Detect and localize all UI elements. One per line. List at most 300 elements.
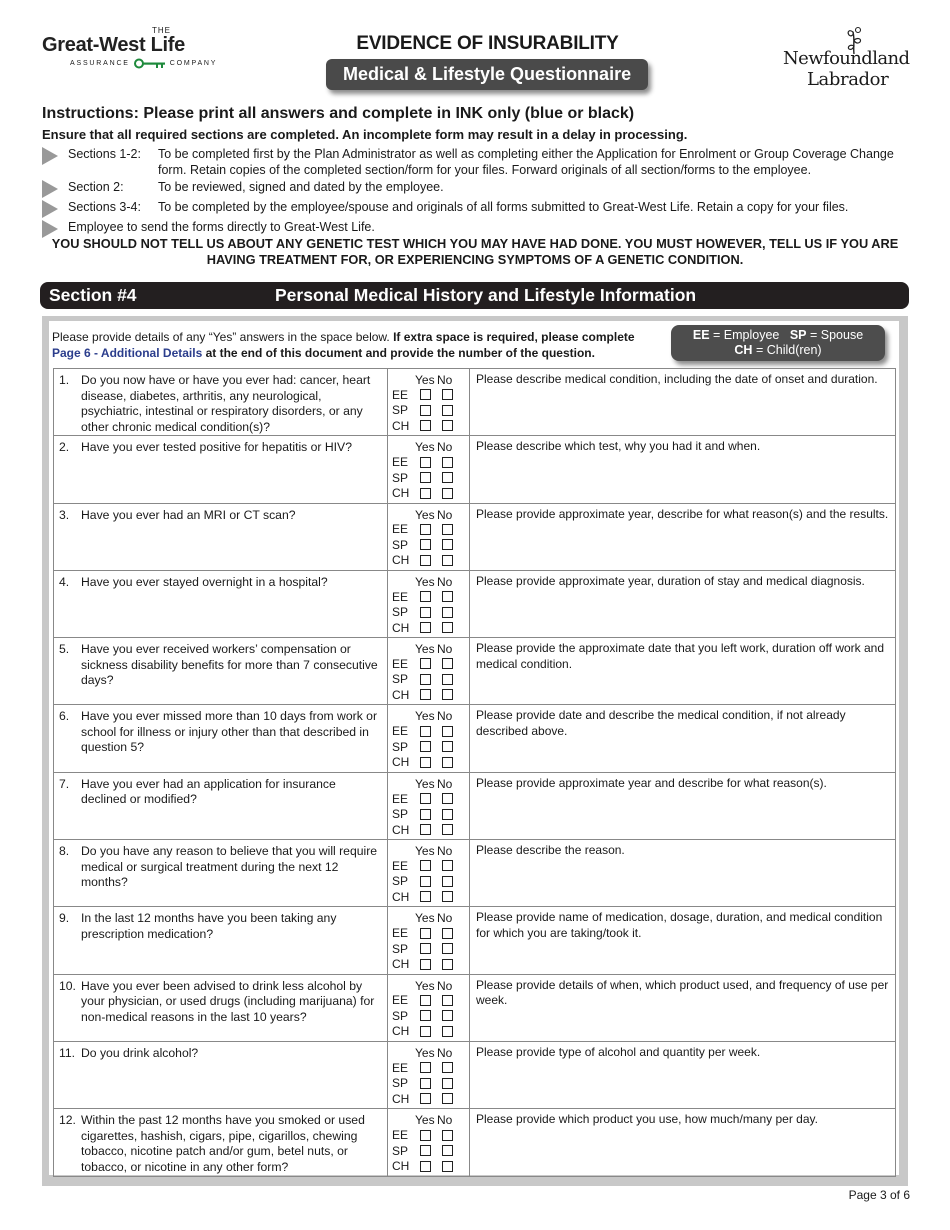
yes-checkbox[interactable] (420, 1093, 431, 1104)
respondent-code: EE (392, 724, 409, 739)
yes-no-cell (388, 705, 470, 772)
no-checkbox[interactable] (442, 1145, 453, 1156)
respondent-row (392, 993, 469, 1009)
respondent-code: SP (392, 605, 409, 620)
yes-checkbox[interactable] (420, 1145, 431, 1156)
no-label: No (437, 373, 453, 387)
details-prompt: Please describe the reason. (476, 843, 625, 858)
no-checkbox[interactable] (442, 928, 453, 939)
no-checkbox[interactable] (442, 591, 453, 602)
question-cell (54, 570, 388, 637)
no-checkbox[interactable] (442, 1010, 453, 1021)
question-number: 12. (59, 1113, 76, 1128)
question-row (54, 503, 896, 570)
yes-label: Yes (415, 709, 435, 724)
no-checkbox[interactable] (442, 876, 453, 887)
question-row (54, 772, 896, 839)
respondent-row (392, 1075, 469, 1091)
no-checkbox[interactable] (442, 488, 453, 499)
logo-subline (70, 58, 217, 69)
respondent-row (392, 387, 469, 403)
no-checkbox[interactable] (442, 472, 453, 483)
yes-no-cell (388, 772, 470, 839)
relationship-legend (671, 325, 885, 361)
no-label: No (437, 1113, 453, 1128)
yes-checkbox[interactable] (420, 539, 431, 550)
respondent-code: SP (392, 874, 409, 889)
question-cell (54, 503, 388, 570)
question-number: 4. (59, 574, 70, 589)
instruction-item (42, 147, 912, 178)
genetic-notice: YOU SHOULD NOT TELL US ABOUT ANY GENETIC TEST WHICH YOU MAY HAVE HAD DONE. YOU MUST HOWEVER, TELL US IF YOU ARE HAVING TREATMENT FOR, OR EXPERIENCING SYMPTOMS OF A GENETIC CONDITION. (51, 236, 899, 267)
no-checkbox[interactable] (442, 1026, 453, 1037)
logo-assurance: ASSURANCE (70, 60, 130, 67)
no-label: No (437, 507, 453, 522)
details-prompt: Please provide details of when, which product used, and frequency of use per week. (476, 977, 889, 1008)
question-row (54, 1109, 896, 1176)
note-bold: If extra space is required, please complete (393, 330, 635, 344)
details-input-area[interactable] (470, 705, 896, 772)
no-checkbox[interactable] (442, 674, 453, 685)
no-checkbox[interactable] (442, 622, 453, 633)
details-prompt: Please provide approximate year, describe for what reason(s) and the results. (476, 506, 889, 521)
question-cell (54, 436, 388, 503)
question-row (54, 570, 896, 637)
question-cell (54, 907, 388, 974)
no-checkbox[interactable] (442, 1130, 453, 1141)
respondent-code: CH (392, 687, 410, 702)
respondent-code: CH (392, 553, 410, 568)
details-input-area[interactable] (470, 570, 896, 637)
no-checkbox[interactable] (442, 943, 453, 954)
yes-no-header (392, 509, 469, 522)
instruction-text: To be completed first by the Plan Administrator as well as completing either the Application for Enrolment or Group Coverage Change form. Retain copies of the completed section/form for your files. Forward originals of all section/forms to the employee. (158, 147, 894, 177)
yes-checkbox[interactable] (420, 1161, 431, 1172)
yes-label: Yes (415, 574, 435, 589)
no-checkbox[interactable] (442, 995, 453, 1006)
yes-no-header (392, 643, 469, 656)
yes-checkbox[interactable] (420, 943, 431, 954)
details-input-area[interactable] (470, 1109, 896, 1176)
yes-no-header (392, 374, 469, 387)
instruction-text: To be completed by the employee/spouse and originals of all forms submitted to Great-West Life. Retain a copy for your files. (158, 200, 849, 214)
yes-checkbox[interactable] (420, 472, 431, 483)
yes-no-header (392, 845, 469, 858)
question-cell (54, 638, 388, 705)
yes-checkbox[interactable] (420, 793, 431, 804)
respondent-row (392, 858, 469, 874)
additional-details-link[interactable]: Page 6 - Additional Details (52, 346, 203, 360)
no-checkbox[interactable] (442, 1078, 453, 1089)
yes-label: Yes (415, 1113, 435, 1128)
details-prompt: Please provide the approximate date that you left work, duration off work and medical condition. (476, 641, 885, 671)
respondent-code: SP (392, 672, 409, 687)
no-label: No (437, 574, 453, 589)
question-text: Do you now have or have you ever had: cancer, heart disease, diabetes, arthritis, any neurological, psychiatric, intestinal or respiratory disorders, or any other chronic medical condition(s)? (81, 373, 371, 434)
question-number: 11. (59, 1045, 76, 1060)
respondent-row (392, 672, 469, 688)
yes-checkbox[interactable] (420, 389, 431, 400)
respondent-row (392, 687, 469, 703)
no-checkbox[interactable] (442, 689, 453, 700)
section-title: Personal Medical History and Lifestyle Information (275, 285, 697, 305)
yes-checkbox[interactable] (420, 674, 431, 685)
bullet-triangle-icon (42, 180, 58, 198)
yes-checkbox[interactable] (420, 1078, 431, 1089)
respondent-code: CH (392, 889, 410, 904)
respondent-row (392, 454, 469, 470)
no-checkbox[interactable] (442, 726, 453, 737)
respondent-row (392, 470, 469, 486)
respondent-row (392, 889, 469, 905)
yes-no-cell (388, 840, 470, 907)
yes-label: Yes (415, 844, 435, 859)
key-icon (134, 58, 166, 69)
instructions-warning: Ensure that all required sections are completed. An incomplete form may result in a delay in processing. (42, 127, 688, 142)
yes-checkbox[interactable] (420, 488, 431, 499)
question-cell (54, 1109, 388, 1176)
instruction-item (42, 200, 912, 218)
no-label: No (437, 844, 453, 859)
question-row (54, 907, 896, 974)
yes-no-cell (388, 436, 470, 503)
legend-sp-code: SP (789, 328, 807, 342)
no-checkbox[interactable] (442, 860, 453, 871)
details-prompt: Please provide date and describe the medical condition, if not already described above. (476, 708, 846, 738)
yes-checkbox[interactable] (420, 860, 431, 871)
details-input-area[interactable] (470, 638, 896, 705)
respondent-code: EE (392, 1128, 409, 1143)
yes-label: Yes (415, 776, 435, 791)
respondent-code: EE (392, 791, 409, 806)
no-checkbox[interactable] (442, 1062, 453, 1073)
respondent-code: EE (392, 522, 409, 537)
respondent-row (392, 1024, 469, 1040)
no-checkbox[interactable] (442, 1161, 453, 1172)
logo-labrador: Labrador (807, 69, 889, 90)
document-title: EVIDENCE OF INSURABILITY (356, 33, 619, 54)
note-text: Please provide details of any “Yes” answers in the space below. (52, 330, 394, 344)
respondent-row (392, 806, 469, 822)
question-text: Have you ever missed more than 10 days from work or school for illness or injury other than that described in question 5? (81, 709, 378, 755)
respondent-code: CH (392, 822, 410, 837)
details-input-area[interactable] (470, 503, 896, 570)
instruction-label: Section 2: (68, 180, 124, 194)
bullet-triangle-icon (42, 200, 58, 218)
respondent-code: CH (392, 486, 410, 501)
great-west-life-logo (42, 26, 264, 72)
respondent-code: SP (392, 739, 409, 754)
details-input-area[interactable] (470, 1041, 896, 1108)
note-bold-end: at the end of this document and provide the number of the question. (202, 346, 595, 360)
question-cell (54, 974, 388, 1041)
respondent-row (392, 1143, 469, 1159)
legend-sp-label: = Spouse (806, 328, 864, 342)
respondent-code: EE (392, 387, 409, 402)
yes-checkbox[interactable] (420, 689, 431, 700)
respondent-code: EE (392, 993, 409, 1008)
yes-checkbox[interactable] (420, 591, 431, 602)
question-text: Do you drink alcohol? (81, 1045, 199, 1060)
details-prompt: Please provide name of medication, dosage, duration, and medical condition for which you are taking/took it. (476, 910, 883, 940)
respondent-code: EE (392, 656, 409, 671)
yes-no-header (392, 1114, 469, 1127)
yes-label: Yes (415, 1045, 435, 1060)
respondent-row (392, 485, 469, 501)
instruction-label: Sections 3-4: (68, 200, 141, 214)
respondent-row (392, 822, 469, 838)
yes-label: Yes (415, 911, 435, 926)
respondent-code: SP (392, 807, 409, 822)
no-checkbox[interactable] (442, 891, 453, 902)
respondent-code: SP (392, 1076, 409, 1091)
question-row (54, 1041, 896, 1108)
question-cell (54, 1041, 388, 1108)
question-number: 3. (59, 507, 70, 522)
instruction-item (42, 180, 912, 198)
respondent-row (392, 418, 469, 434)
no-checkbox[interactable] (442, 539, 453, 550)
no-checkbox[interactable] (442, 1093, 453, 1104)
respondent-code: SP (392, 403, 409, 418)
yes-no-cell (388, 503, 470, 570)
details-prompt: Please provide approximate year, duration of stay and medical diagnosis. (476, 573, 865, 588)
yes-label: Yes (415, 642, 435, 657)
respondent-code: CH (392, 1024, 410, 1039)
question-text: In the last 12 months have you been taking any prescription medication? (81, 911, 337, 941)
question-number: 5. (59, 642, 70, 657)
question-text: Have you ever been advised to drink less alcohol by your physician, or used drugs (including marijuana) for non-medical reasons in the last 10 years? (81, 978, 375, 1024)
section-number: Section #4 (49, 285, 137, 305)
yes-no-cell (388, 1109, 470, 1176)
yes-checkbox[interactable] (420, 757, 431, 768)
respondent-row (392, 874, 469, 890)
respondent-code: CH (392, 755, 410, 770)
logo-newfoundland: Newfoundland (783, 48, 910, 69)
yes-checkbox[interactable] (420, 555, 431, 566)
yes-no-header (392, 912, 469, 925)
no-checkbox[interactable] (442, 741, 453, 752)
question-cell (54, 840, 388, 907)
respondent-row (392, 537, 469, 553)
yes-no-header (392, 441, 469, 454)
question-text: Within the past 12 months have you smoked or used cigarettes, hashish, cigars, pipe, cigarillos, chewing tobacco, nicotine patch and/or gum, betel nuts, or tobacco, or nicotine in any other form? (81, 1113, 365, 1174)
question-text: Have you ever tested positive for hepatitis or HIV? (81, 440, 352, 455)
yes-checkbox[interactable] (420, 1026, 431, 1037)
respondent-row (392, 754, 469, 770)
no-checkbox[interactable] (442, 457, 453, 468)
yes-no-cell (388, 1041, 470, 1108)
respondent-row (392, 1091, 469, 1107)
yes-no-header (392, 710, 469, 723)
yes-no-header (392, 576, 469, 589)
respondent-code: EE (392, 926, 409, 941)
yes-checkbox[interactable] (420, 809, 431, 820)
details-note (52, 329, 682, 361)
details-input-area[interactable] (470, 436, 896, 503)
respondent-row (392, 1127, 469, 1143)
yes-no-cell (388, 638, 470, 705)
yes-checkbox[interactable] (420, 607, 431, 618)
no-checkbox[interactable] (442, 658, 453, 669)
yes-checkbox[interactable] (420, 959, 431, 970)
respondent-row (392, 925, 469, 941)
no-label: No (437, 911, 453, 926)
yes-label: Yes (415, 978, 435, 993)
no-label: No (437, 642, 453, 657)
yes-checkbox[interactable] (420, 1062, 431, 1073)
question-number: 1. (59, 373, 70, 387)
question-number: 10. (59, 978, 76, 993)
respondent-row (392, 620, 469, 636)
yes-checkbox[interactable] (420, 658, 431, 669)
yes-checkbox[interactable] (420, 622, 431, 633)
questionnaire-frame (42, 316, 908, 1186)
no-checkbox[interactable] (442, 607, 453, 618)
yes-checkbox[interactable] (420, 1010, 431, 1021)
details-input-area[interactable] (470, 772, 896, 839)
respondent-row (392, 604, 469, 620)
question-text: Have you ever had an MRI or CT scan? (81, 507, 296, 522)
page-number: Page 3 of 6 (848, 1188, 910, 1202)
document-subtitle: Medical & Lifestyle Questionnaire (326, 59, 648, 90)
question-cell (54, 369, 388, 436)
question-number: 7. (59, 776, 70, 791)
respondent-row (392, 739, 469, 755)
respondent-row (392, 656, 469, 672)
yes-checkbox[interactable] (420, 995, 431, 1006)
respondent-code: EE (392, 589, 409, 604)
question-row (54, 436, 896, 503)
yes-no-cell (388, 369, 470, 436)
question-cell (54, 772, 388, 839)
details-input-area[interactable] (470, 840, 896, 907)
yes-no-cell (388, 907, 470, 974)
newfoundland-labrador-logo (783, 26, 913, 90)
yes-checkbox[interactable] (420, 876, 431, 887)
yes-label: Yes (415, 507, 435, 522)
details-prompt: Please describe which test, why you had it and when. (476, 439, 761, 454)
yes-checkbox[interactable] (420, 1130, 431, 1141)
instruction-text: Employee to send the forms directly to Great-West Life. (68, 220, 375, 234)
yes-checkbox[interactable] (420, 891, 431, 902)
no-checkbox[interactable] (442, 793, 453, 804)
no-label: No (437, 776, 453, 791)
no-checkbox[interactable] (442, 757, 453, 768)
details-input-area[interactable] (470, 369, 896, 436)
question-row (54, 369, 896, 436)
question-number: 6. (59, 709, 70, 724)
respondent-code: CH (392, 1091, 410, 1106)
no-checkbox[interactable] (442, 420, 453, 431)
no-checkbox[interactable] (442, 555, 453, 566)
respondent-code: SP (392, 537, 409, 552)
no-checkbox[interactable] (442, 809, 453, 820)
no-label: No (437, 709, 453, 724)
question-row (54, 638, 896, 705)
no-checkbox[interactable] (442, 824, 453, 835)
respondent-code: SP (392, 941, 409, 956)
no-checkbox[interactable] (442, 524, 453, 535)
no-label: No (437, 1045, 453, 1060)
yes-checkbox[interactable] (420, 405, 431, 416)
instruction-label: Sections 1-2: (68, 147, 141, 161)
yes-no-header (392, 778, 469, 791)
yes-checkbox[interactable] (420, 928, 431, 939)
no-label: No (437, 978, 453, 993)
question-row (54, 705, 896, 772)
yes-checkbox[interactable] (420, 524, 431, 535)
logo-company-name: Great-West Life (42, 34, 185, 56)
no-checkbox[interactable] (442, 959, 453, 970)
yes-label: Yes (415, 440, 435, 455)
instructions-list (42, 147, 912, 240)
respondent-row (392, 1060, 469, 1076)
details-input-area[interactable] (470, 974, 896, 1041)
legend-ch-label: = Child(ren) (752, 343, 822, 357)
questionnaire-panel (49, 321, 899, 1175)
details-prompt: Please provide approximate year and describe for what reason(s). (476, 775, 827, 790)
respondent-code: CH (392, 957, 410, 972)
yes-no-cell (388, 974, 470, 1041)
bullet-triangle-icon (42, 147, 58, 165)
instructions-title: Instructions: Please print all answers and complete in INK only (blue or black) (42, 105, 635, 122)
respondent-code: EE (392, 858, 409, 873)
yes-checkbox[interactable] (420, 741, 431, 752)
respondent-code: CH (392, 1159, 410, 1174)
respondent-code: SP (392, 1143, 409, 1158)
question-cell (54, 705, 388, 772)
question-row (54, 840, 896, 907)
yes-no-header (392, 1047, 469, 1060)
question-text: Have you ever stayed overnight in a hospital? (81, 574, 328, 589)
respondent-row (392, 723, 469, 739)
respondent-row (392, 1158, 469, 1174)
details-input-area[interactable] (470, 907, 896, 974)
respondent-code: EE (392, 1060, 409, 1075)
respondent-row (392, 403, 469, 419)
respondent-row (392, 791, 469, 807)
logo-the: THE (152, 26, 171, 35)
no-checkbox[interactable] (442, 389, 453, 400)
no-checkbox[interactable] (442, 405, 453, 416)
respondent-row (392, 522, 469, 538)
details-prompt: Please describe medical condition, including the date of onset and duration. (476, 372, 878, 386)
question-number: 9. (59, 911, 70, 926)
respondent-code: CH (392, 418, 410, 433)
respondent-row (392, 956, 469, 972)
respondent-code: SP (392, 1008, 409, 1023)
yes-checkbox[interactable] (420, 457, 431, 468)
yes-checkbox[interactable] (420, 824, 431, 835)
legend-ee-code: EE (692, 328, 710, 342)
question-number: 2. (59, 440, 70, 455)
yes-checkbox[interactable] (420, 726, 431, 737)
question-number: 8. (59, 844, 70, 859)
section-header (40, 282, 909, 309)
respondent-code: CH (392, 620, 410, 635)
respondent-row (392, 941, 469, 957)
yes-checkbox[interactable] (420, 420, 431, 431)
yes-no-cell (388, 570, 470, 637)
respondent-code: EE (392, 455, 409, 470)
instruction-text: To be reviewed, signed and dated by the employee. (158, 180, 444, 194)
question-row (54, 974, 896, 1041)
respondent-row (392, 553, 469, 569)
legend-ch-code: CH (734, 343, 753, 357)
yes-no-header (392, 980, 469, 993)
question-text: Do you have any reason to believe that you will require medical or surgical treatment during the next 12 months? (81, 844, 378, 890)
